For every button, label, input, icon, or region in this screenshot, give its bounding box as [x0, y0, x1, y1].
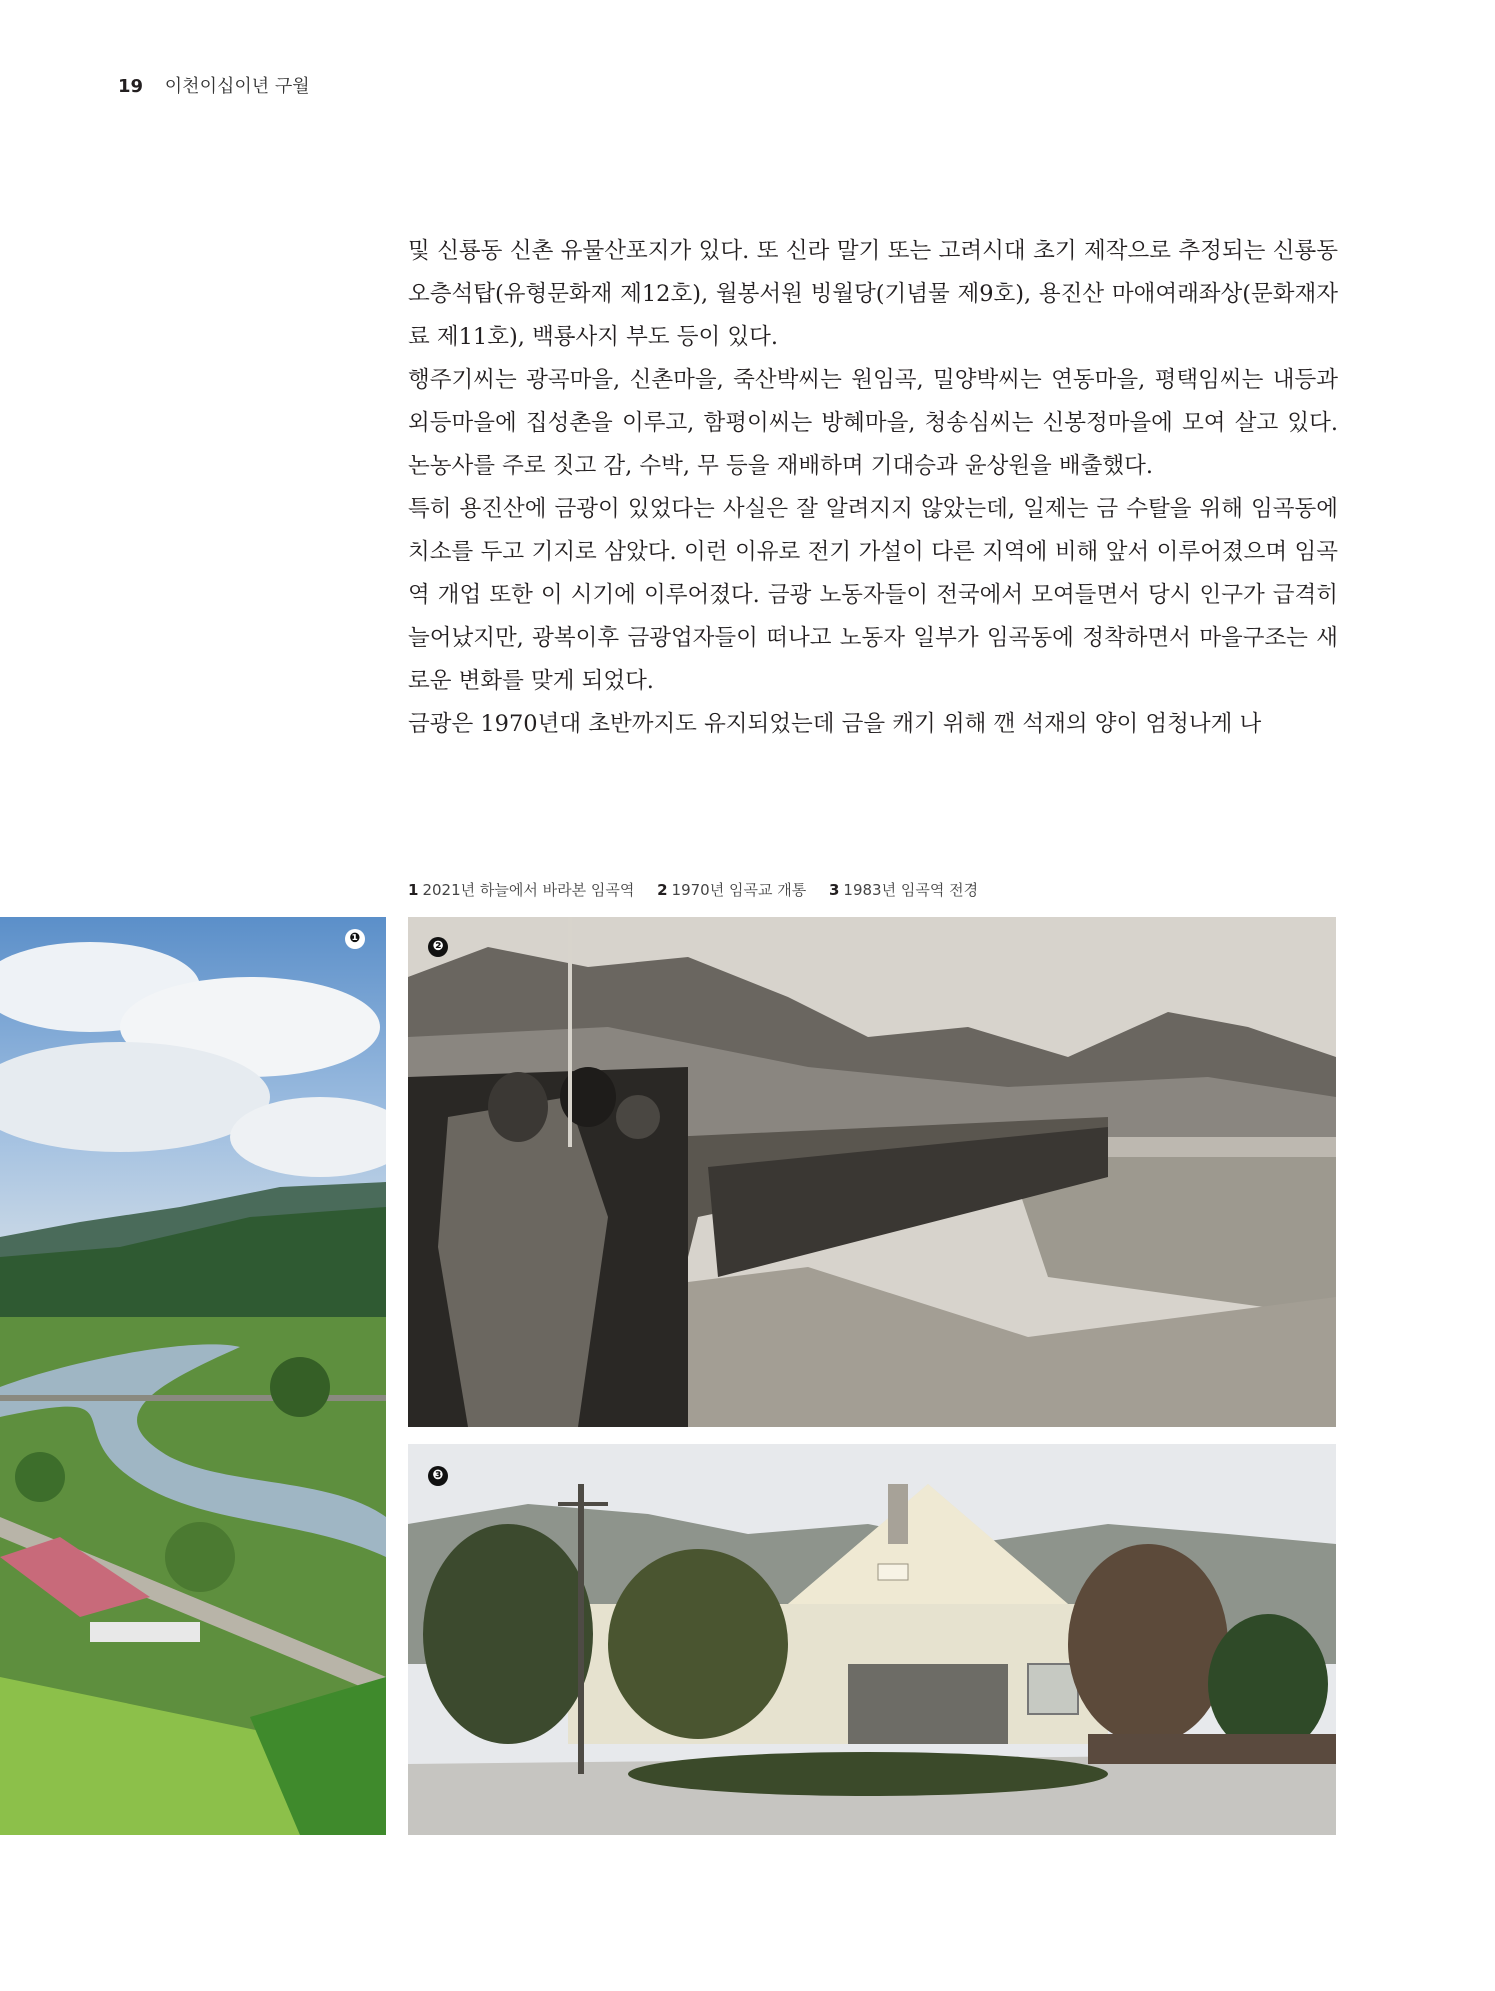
- paragraph: 금광은 1970년대 초반까지도 유지되었는데 금을 캐기 위해 깬 석재의 양이 엄청나게 나: [408, 711, 1262, 737]
- caption-text: 2021년 하늘에서 바라본 임곡역: [422, 881, 635, 899]
- caption-number: 1: [408, 881, 419, 899]
- paragraph: 행주기씨는 광곡마을, 신촌마을, 죽산박씨는 원임곡, 밀양박씨는 연동마을, 평택임씨는 내등과 외등마을에 집성촌을 이루고, 함평이씨는 방혜마을, 청송심씨는 신봉정마을에 모여 살고 있다. 논농사를 주로 짓고 감, 수박, 무 등을 재배하며 기대승과 윤상원을 배출했다.: [408, 367, 1338, 479]
- paragraph: 특히 용진산에 금광이 있었다는 사실은 잘 알려지지 않았는데, 일제는 금 수탈을 위해 임곡동에 치소를 두고 기지로 삼았다. 이런 이유로 전기 가설이 다른 지역에 비해 앞서 이루어졌으며 임곡역 개업 또한 이 시기에 이루어졌다. 금광 노동자들이 전국에서 모여들면서 당시 인구가 급격히 늘어났지만, 광복이후 금광업자들이 떠나고 노동자 일부가 임곡동에 정착하면서 마을구조는 새로운 변화를 맞게 되었다.: [408, 496, 1338, 694]
- photo-caption: [408, 879, 978, 900]
- aerial-photo: [0, 917, 386, 1835]
- paragraph: 및 신룡동 신촌 유물산포지가 있다. 또 신라 말기 또는 고려시대 초기 제작으로 추정되는 신룡동오층석탑(유형문화재 제12호), 월봉서원 빙월당(기념물 제9호), 용진산 마애여래좌상(문화재자료 제11호), 백룡사지 부도 등이 있다.: [408, 238, 1338, 350]
- caption-text: 1970년 임곡교 개통: [671, 881, 807, 899]
- photo-number-badge: ❷: [428, 937, 448, 957]
- page-number: 19: [118, 76, 144, 97]
- caption-text: 1983년 임곡역 전경: [843, 881, 979, 899]
- body-text: [408, 230, 1338, 746]
- photo-number-badge: ❸: [428, 1466, 448, 1486]
- caption-number: 2: [657, 881, 668, 899]
- bridge-opening-photo: [408, 917, 1336, 1427]
- running-header: [118, 72, 310, 98]
- station-photo: [408, 1444, 1336, 1835]
- photo-number-badge: ❶: [345, 929, 365, 949]
- caption-number: 3: [828, 881, 840, 899]
- book-title: 이천이십이년 구월: [164, 76, 310, 97]
